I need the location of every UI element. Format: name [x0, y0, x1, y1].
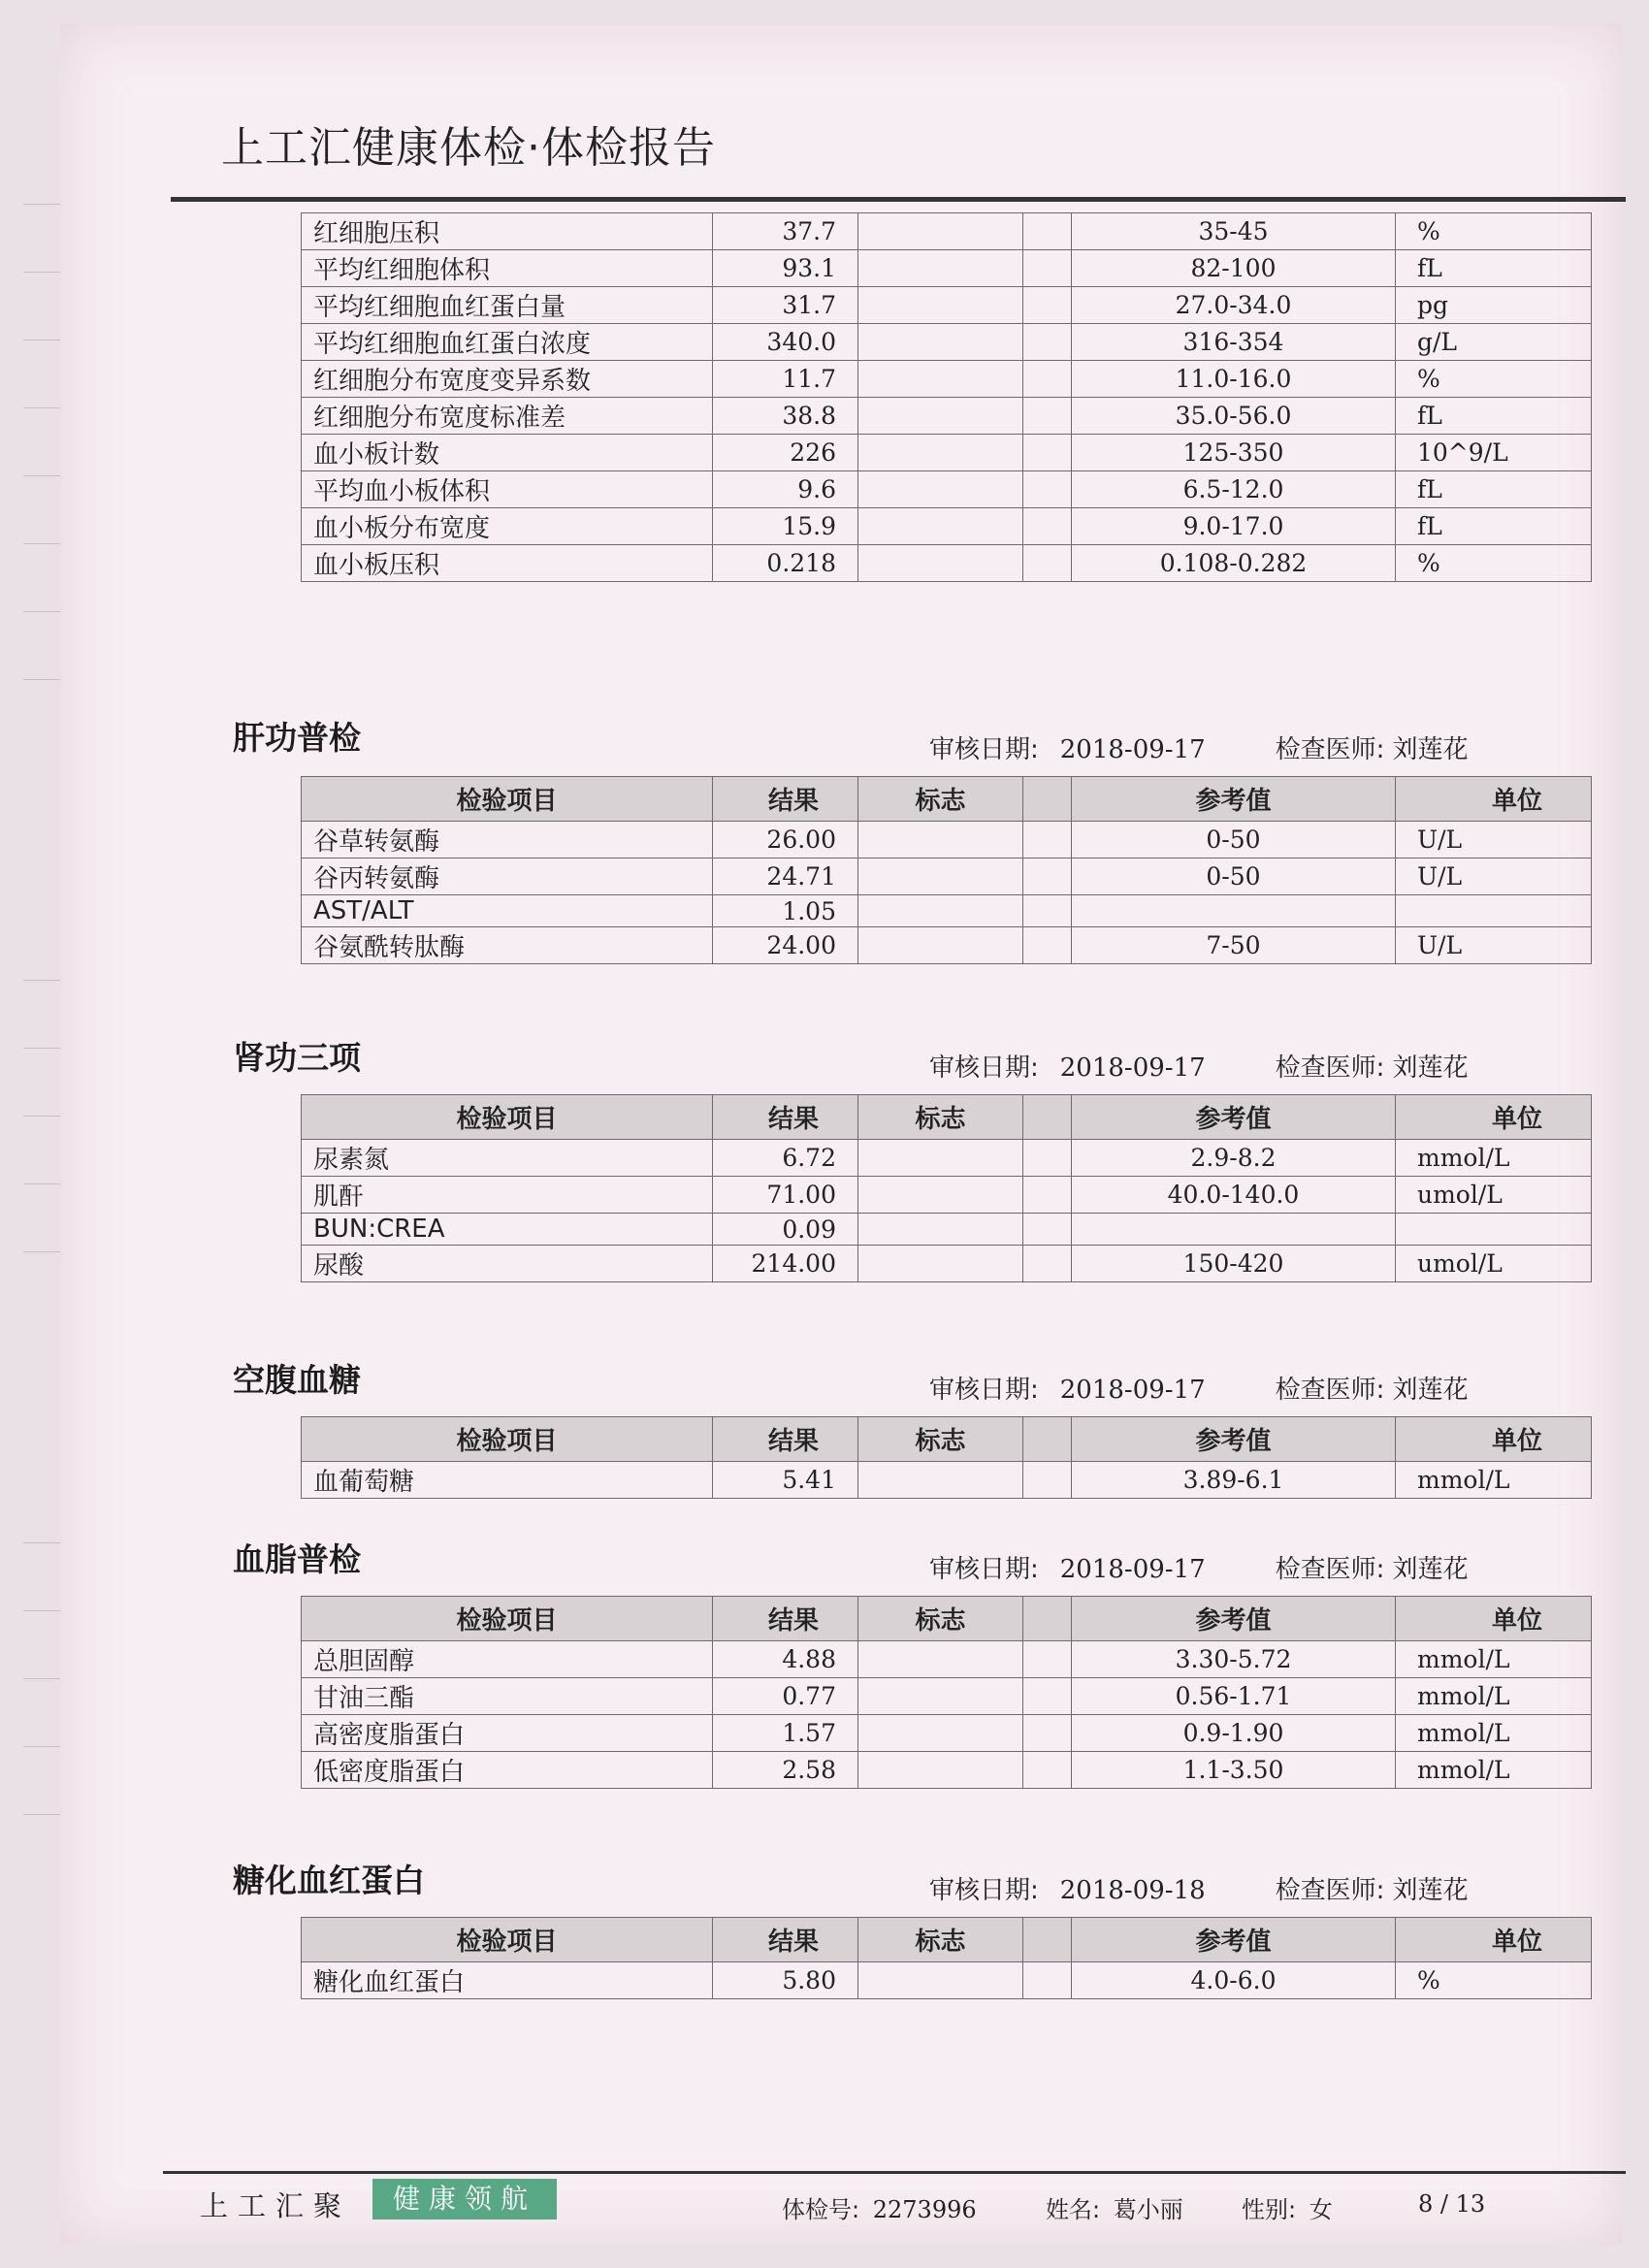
col-header-flag: 标志: [858, 777, 1023, 822]
col-header-result: 结果: [713, 1918, 858, 1962]
result-cell: 4.88: [713, 1641, 858, 1678]
flag-cell: [858, 545, 1023, 582]
patient-name: [1046, 2190, 1183, 2224]
item-name-cell: 尿酸: [302, 1246, 713, 1282]
flag-cell: [858, 435, 1023, 471]
col-header-item: 检验项目: [302, 777, 713, 822]
table-row: [302, 927, 1592, 964]
result-cell: 37.7: [713, 213, 858, 250]
table-row: [302, 287, 1592, 324]
reference-cell: 0.9-1.90: [1072, 1715, 1396, 1752]
item-name-cell: 血小板分布宽度: [302, 508, 713, 545]
col-header-result: 结果: [713, 777, 858, 822]
review-date-value: 2018-09-17: [1059, 735, 1206, 764]
table-row: [302, 1641, 1592, 1678]
result-cell: 24.00: [713, 927, 858, 964]
spacer-cell: [1023, 1678, 1072, 1715]
table-row: [302, 324, 1592, 361]
col-header-ref: 参考值: [1072, 777, 1396, 822]
lab-table: [301, 1596, 1592, 1789]
reference-cell: 316-354: [1072, 324, 1396, 361]
item-name-cell: 尿素氮: [302, 1140, 713, 1177]
result-cell: 5.41: [713, 1462, 858, 1499]
reference-cell: 27.0-34.0: [1072, 287, 1396, 324]
item-name-cell: 总胆固醇: [302, 1641, 713, 1678]
spacer-cell: [1023, 1641, 1072, 1678]
table-row: [302, 398, 1592, 435]
header-rule: [171, 197, 1626, 202]
review-date-value: 2018-09-17: [1059, 1555, 1206, 1584]
reference-cell: 0.56-1.71: [1072, 1678, 1396, 1715]
flag-cell: [858, 471, 1023, 508]
table-row: [302, 1678, 1592, 1715]
unit-cell: U/L: [1396, 927, 1592, 964]
spacer-cell: [1023, 1246, 1072, 1282]
unit-cell: fL: [1396, 398, 1592, 435]
flag-cell: [858, 1177, 1023, 1214]
spacer-cell: [1023, 398, 1072, 435]
col-header-ref: 参考值: [1072, 1417, 1396, 1462]
spacer-cell: [1023, 287, 1072, 324]
exam-number-label: 体检号:: [782, 2196, 860, 2223]
unit-cell: mmol/L: [1396, 1641, 1592, 1678]
item-name-cell: 平均红细胞血红蛋白浓度: [302, 324, 713, 361]
spacer-cell: [1023, 895, 1072, 927]
spacer-cell: [1023, 213, 1072, 250]
review-date-label: 审核日期:: [929, 1555, 1039, 1584]
report-title: 上工汇健康体检·体检报告: [221, 123, 716, 173]
spacer-cell: [1023, 435, 1072, 471]
unit-cell: [1396, 895, 1592, 927]
flag-cell: [858, 822, 1023, 859]
result-cell: 93.1: [713, 250, 858, 287]
table-row: [302, 822, 1592, 859]
flag-cell: [858, 361, 1023, 398]
table-row: [302, 250, 1592, 287]
spacer-cell: [1023, 471, 1072, 508]
patient-gender-label: 性别:: [1242, 2196, 1297, 2223]
reference-cell: 7-50: [1072, 927, 1396, 964]
exam-number-value: 2273996: [872, 2196, 977, 2223]
unit-cell: pg: [1396, 287, 1592, 324]
col-header-item: 检验项目: [302, 1597, 713, 1641]
spacer-cell: [1023, 927, 1072, 964]
table-row: [302, 1214, 1592, 1246]
spacer-cell: [1023, 1962, 1072, 1999]
col-header-spacer: [1023, 777, 1072, 822]
page-number: 8 / 13: [1418, 2190, 1486, 2218]
unit-cell: mmol/L: [1396, 1715, 1592, 1752]
section-meta: [929, 1048, 1468, 1084]
footer-slogan: 健康领航: [372, 2179, 557, 2219]
table-row: [302, 435, 1592, 471]
doctor-label: 检查医师:: [1275, 735, 1385, 764]
item-name-cell: 甘油三酯: [302, 1678, 713, 1715]
review-date-label: 审核日期:: [929, 1053, 1039, 1083]
lab-table: [301, 776, 1592, 964]
result-cell: 5.80: [713, 1962, 858, 1999]
item-name-cell: AST/ALT: [302, 895, 713, 927]
table-row: [302, 545, 1592, 582]
col-header-flag: 标志: [858, 1597, 1023, 1641]
flag-cell: [858, 1214, 1023, 1246]
result-cell: 11.7: [713, 361, 858, 398]
section-title: 空腹血糖: [233, 1361, 361, 1399]
patient-name-value: 葛小丽: [1113, 2196, 1183, 2223]
review-date-label: 审核日期:: [929, 1876, 1039, 1905]
item-name-cell: 平均血小板体积: [302, 471, 713, 508]
table-row: [302, 1177, 1592, 1214]
doctor-label: 检查医师:: [1275, 1876, 1385, 1905]
patient-name-label: 姓名:: [1046, 2196, 1101, 2223]
reference-cell: 0-50: [1072, 859, 1396, 895]
result-cell: 1.05: [713, 895, 858, 927]
unit-cell: %: [1396, 361, 1592, 398]
review-date-label: 审核日期:: [929, 735, 1039, 764]
doctor-value: 刘莲花: [1392, 1053, 1469, 1083]
section-meta: [929, 1370, 1468, 1406]
flag-cell: [858, 1140, 1023, 1177]
lab-table: [301, 1917, 1592, 1999]
col-header-spacer: [1023, 1597, 1072, 1641]
item-name-cell: 肌酐: [302, 1177, 713, 1214]
patient-gender-value: 女: [1309, 2196, 1333, 2223]
item-name-cell: 糖化血红蛋白: [302, 1962, 713, 1999]
col-header-unit: 单位: [1396, 1095, 1592, 1140]
doctor-label: 检查医师:: [1275, 1376, 1385, 1405]
reference-cell: 125-350: [1072, 435, 1396, 471]
doctor-value: 刘莲花: [1392, 735, 1469, 764]
result-cell: 31.7: [713, 287, 858, 324]
result-cell: 38.8: [713, 398, 858, 435]
doctor-label: 检查医师:: [1275, 1053, 1385, 1083]
section-title: 糖化血红蛋白: [233, 1862, 425, 1899]
col-header-ref: 参考值: [1072, 1095, 1396, 1140]
exam-number: [782, 2190, 977, 2224]
item-name-cell: 血小板计数: [302, 435, 713, 471]
col-header-flag: 标志: [858, 1417, 1023, 1462]
flag-cell: [858, 895, 1023, 927]
spacer-cell: [1023, 822, 1072, 859]
reference-cell: 9.0-17.0: [1072, 508, 1396, 545]
table-row: [302, 1715, 1592, 1752]
spacer-cell: [1023, 508, 1072, 545]
table-row: [302, 508, 1592, 545]
col-header-spacer: [1023, 1095, 1072, 1140]
review-date-value: 2018-09-18: [1059, 1876, 1206, 1905]
lab-table: [301, 1094, 1592, 1282]
col-header-ref: 参考值: [1072, 1918, 1396, 1962]
reference-cell: 6.5-12.0: [1072, 471, 1396, 508]
spacer-cell: [1023, 1462, 1072, 1499]
flag-cell: [858, 1962, 1023, 1999]
flag-cell: [858, 1715, 1023, 1752]
section-title: 肝功普检: [233, 719, 361, 757]
unit-cell: mmol/L: [1396, 1752, 1592, 1789]
patient-gender: [1242, 2190, 1333, 2224]
flag-cell: [858, 1641, 1023, 1678]
flag-cell: [858, 859, 1023, 895]
reference-cell: 3.89-6.1: [1072, 1462, 1396, 1499]
table-row: [302, 1246, 1592, 1282]
unit-cell: mmol/L: [1396, 1462, 1592, 1499]
binding-strip: [23, 184, 61, 2115]
reference-cell: 0.108-0.282: [1072, 545, 1396, 582]
doctor-value: 刘莲花: [1392, 1876, 1469, 1905]
table-row: [302, 859, 1592, 895]
col-header-flag: 标志: [858, 1095, 1023, 1140]
result-cell: 1.57: [713, 1715, 858, 1752]
table-row: [302, 213, 1592, 250]
col-header-item: 检验项目: [302, 1417, 713, 1462]
unit-cell: U/L: [1396, 822, 1592, 859]
unit-cell: %: [1396, 545, 1592, 582]
item-name-cell: 血小板压积: [302, 545, 713, 582]
reference-cell: [1072, 895, 1396, 927]
section-meta: [929, 1870, 1468, 1906]
col-header-unit: 单位: [1396, 777, 1592, 822]
header-row: [302, 1095, 1592, 1140]
flag-cell: [858, 287, 1023, 324]
header-row: [302, 1597, 1592, 1641]
result-cell: 15.9: [713, 508, 858, 545]
result-cell: 9.6: [713, 471, 858, 508]
header-row: [302, 1417, 1592, 1462]
item-name-cell: 红细胞压积: [302, 213, 713, 250]
reference-cell: 40.0-140.0: [1072, 1177, 1396, 1214]
reference-cell: 35-45: [1072, 213, 1396, 250]
flag-cell: [858, 213, 1023, 250]
unit-cell: fL: [1396, 471, 1592, 508]
spacer-cell: [1023, 324, 1072, 361]
table-row: [302, 361, 1592, 398]
table-row: [302, 1962, 1592, 1999]
flag-cell: [858, 927, 1023, 964]
review-date-value: 2018-09-17: [1059, 1376, 1206, 1405]
reference-cell: 0-50: [1072, 822, 1396, 859]
lab-table: [301, 1416, 1592, 1499]
col-header-spacer: [1023, 1417, 1072, 1462]
reference-cell: 1.1-3.50: [1072, 1752, 1396, 1789]
section-meta: [929, 1549, 1468, 1585]
item-name-cell: 血葡萄糖: [302, 1462, 713, 1499]
section-meta: [929, 729, 1468, 765]
item-name-cell: 高密度脂蛋白: [302, 1715, 713, 1752]
reference-cell: 82-100: [1072, 250, 1396, 287]
col-header-flag: 标志: [858, 1918, 1023, 1962]
col-header-spacer: [1023, 1918, 1072, 1962]
col-header-item: 检验项目: [302, 1095, 713, 1140]
item-name-cell: 谷草转氨酶: [302, 822, 713, 859]
result-cell: 71.00: [713, 1177, 858, 1214]
table-row: [302, 1462, 1592, 1499]
footer-rule: [163, 2171, 1626, 2174]
unit-cell: mmol/L: [1396, 1678, 1592, 1715]
reference-cell: 2.9-8.2: [1072, 1140, 1396, 1177]
result-cell: 6.72: [713, 1140, 858, 1177]
spacer-cell: [1023, 545, 1072, 582]
flag-cell: [858, 250, 1023, 287]
result-cell: 2.58: [713, 1752, 858, 1789]
unit-cell: g/L: [1396, 324, 1592, 361]
reference-cell: 150-420: [1072, 1246, 1396, 1282]
unit-cell: U/L: [1396, 859, 1592, 895]
review-date-label: 审核日期:: [929, 1376, 1039, 1405]
col-header-ref: 参考值: [1072, 1597, 1396, 1641]
flag-cell: [858, 324, 1023, 361]
spacer-cell: [1023, 1140, 1072, 1177]
result-cell: 0.09: [713, 1214, 858, 1246]
blood-routine-continued-table: [301, 212, 1592, 582]
unit-cell: fL: [1396, 250, 1592, 287]
result-cell: 226: [713, 435, 858, 471]
result-cell: 26.00: [713, 822, 858, 859]
table-row: [302, 895, 1592, 927]
col-header-result: 结果: [713, 1597, 858, 1641]
table-row: [302, 1752, 1592, 1789]
col-header-unit: 单位: [1396, 1597, 1592, 1641]
item-name-cell: BUN:CREA: [302, 1214, 713, 1246]
header-row: [302, 777, 1592, 822]
table-row: [302, 471, 1592, 508]
unit-cell: %: [1396, 213, 1592, 250]
doctor-label: 检查医师:: [1275, 1555, 1385, 1584]
result-cell: 340.0: [713, 324, 858, 361]
item-name-cell: 平均红细胞体积: [302, 250, 713, 287]
unit-cell: umol/L: [1396, 1177, 1592, 1214]
col-header-result: 结果: [713, 1095, 858, 1140]
unit-cell: 10^9/L: [1396, 435, 1592, 471]
col-header-unit: 单位: [1396, 1417, 1592, 1462]
spacer-cell: [1023, 250, 1072, 287]
spacer-cell: [1023, 1177, 1072, 1214]
spacer-cell: [1023, 1214, 1072, 1246]
result-cell: 0.77: [713, 1678, 858, 1715]
flag-cell: [858, 398, 1023, 435]
spacer-cell: [1023, 859, 1072, 895]
item-name-cell: 红细胞分布宽度标准差: [302, 398, 713, 435]
flag-cell: [858, 1246, 1023, 1282]
item-name-cell: 平均红细胞血红蛋白量: [302, 287, 713, 324]
reference-cell: 35.0-56.0: [1072, 398, 1396, 435]
spacer-cell: [1023, 361, 1072, 398]
item-name-cell: 谷丙转氨酶: [302, 859, 713, 895]
flag-cell: [858, 1678, 1023, 1715]
header-row: [302, 1918, 1592, 1962]
spacer-cell: [1023, 1715, 1072, 1752]
spacer-cell: [1023, 1752, 1072, 1789]
item-name-cell: 谷氨酰转肽酶: [302, 927, 713, 964]
result-cell: 214.00: [713, 1246, 858, 1282]
table-row: [302, 1140, 1592, 1177]
result-cell: 24.71: [713, 859, 858, 895]
flag-cell: [858, 1462, 1023, 1499]
unit-cell: mmol/L: [1396, 1140, 1592, 1177]
col-header-unit: 单位: [1396, 1918, 1592, 1962]
item-name-cell: 低密度脂蛋白: [302, 1752, 713, 1789]
flag-cell: [858, 1752, 1023, 1789]
doctor-value: 刘莲花: [1392, 1376, 1469, 1405]
unit-cell: [1396, 1214, 1592, 1246]
unit-cell: umol/L: [1396, 1246, 1592, 1282]
doctor-value: 刘莲花: [1392, 1555, 1469, 1584]
result-cell: 0.218: [713, 545, 858, 582]
footer-brand: 上工汇聚: [200, 2189, 352, 2222]
review-date-value: 2018-09-17: [1059, 1053, 1206, 1083]
reference-cell: 11.0-16.0: [1072, 361, 1396, 398]
item-name-cell: 红细胞分布宽度变异系数: [302, 361, 713, 398]
reference-cell: [1072, 1214, 1396, 1246]
reference-cell: 4.0-6.0: [1072, 1962, 1396, 1999]
unit-cell: %: [1396, 1962, 1592, 1999]
col-header-result: 结果: [713, 1417, 858, 1462]
reference-cell: 3.30-5.72: [1072, 1641, 1396, 1678]
col-header-item: 检验项目: [302, 1918, 713, 1962]
section-title: 血脂普检: [233, 1540, 361, 1578]
flag-cell: [858, 508, 1023, 545]
unit-cell: fL: [1396, 508, 1592, 545]
section-title: 肾功三项: [233, 1039, 361, 1077]
